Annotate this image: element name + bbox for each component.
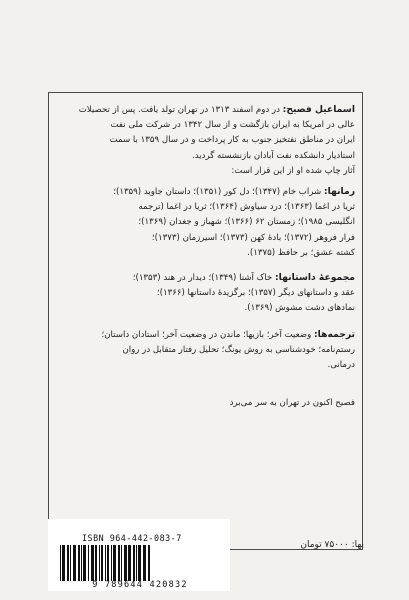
barcode-bar <box>62 545 65 581</box>
novels-line: ثریا در اغما (۱۳۶۳)؛ درد سیاوش (۱۳۶۴)؛ ثریا در اغما (ترجمه <box>138 202 355 213</box>
barcode-bar <box>101 545 103 581</box>
translations-heading: ترجمه‌ها: <box>313 329 355 340</box>
translations-line: وضعیت آخر؛ بازیها؛ ماندن در وضعیت آخر؛ استادان داستان؛ <box>101 330 312 340</box>
bio-line: ایران در مناطق نفتخیز جنوب به کار پرداخت و در سال ۱۳۵۹ با سمت <box>109 135 355 146</box>
barcode-bar <box>78 545 80 581</box>
novels-heading: رمانها: <box>323 186 355 197</box>
barcode-bar <box>91 545 94 581</box>
collections-line: نمادهای دشت مشوش (۱۳۶۹). <box>244 303 355 314</box>
barcode-bar <box>105 545 106 581</box>
barcode-bar <box>118 545 120 581</box>
barcode-bar <box>136 545 137 581</box>
barcode-bar <box>73 545 76 581</box>
price-label: بها: ۷۵۰۰۰ تومان <box>300 540 364 550</box>
residence-text: فصیح اکنون در تهران به سر می‌برد <box>229 398 355 408</box>
residence-note <box>58 396 355 411</box>
translations-line: درمانی. <box>327 360 355 371</box>
novels-line: کشته عشق؛ بر حافظ (۱۳۷۵). <box>247 247 355 258</box>
bio-line: استادیار دانشکده نفت آبادان بازنشسته گردید. <box>192 150 355 161</box>
novels-line: انگلیسی ۱۹۸۵)؛ زمستان ۶۲ (۱۳۶۶)؛ شهباز و جغدان (۱۳۶۹)؛ <box>138 217 355 228</box>
barcode-bar <box>124 545 127 581</box>
novels-section <box>58 184 355 261</box>
barcode-bar <box>111 545 112 581</box>
barcode-bar <box>83 545 86 581</box>
author-bio <box>58 102 355 179</box>
translations-line: رستم‌نامه؛ خودشناسی به روش یونگ؛ تحلیل رفتار متقابل در روان <box>122 345 355 356</box>
barcode-bar <box>70 545 71 581</box>
barcode-image <box>58 545 220 581</box>
barcode-bar <box>138 545 141 581</box>
barcode-bar <box>113 545 116 581</box>
barcode-bar <box>60 545 61 581</box>
barcode-bar <box>99 545 100 581</box>
isbn-number: ISBN 964-442-083-7 <box>82 533 182 543</box>
barcode-bar <box>133 545 135 581</box>
novels-line: فرار فروهر (۱۳۷۲)؛ بادهٔ کهن (۱۳۷۳)؛ اسیرزمان (۱۳۷۳)؛ <box>151 232 355 243</box>
collections-section <box>58 270 355 317</box>
bio-line: عالی در امریکا به ایران بازگشت و از سال ۱۳۴۲ در شرکت ملی نفت <box>110 120 355 131</box>
barcode-bar <box>88 545 89 581</box>
bio-line: آثار چاپ شده او از این قرار است: <box>231 165 355 176</box>
barcode-bar <box>128 545 131 581</box>
barcode-bar <box>67 545 69 581</box>
collections-heading: مجموعهٔ داستانها: <box>274 272 355 283</box>
barcode-bar <box>107 545 109 581</box>
barcode-bar <box>95 545 97 581</box>
barcode-bar <box>81 545 82 581</box>
collections-line: عقد و داستانهای دیگر (۱۳۵۷)؛ برگزیدهٔ داستانها (۱۳۶۶)؛ <box>156 288 355 299</box>
bio-line: در دوم اسفند ۱۳۱۳ در تهران تولد یافت. پس از تحصیلات <box>78 105 280 115</box>
translations-section <box>58 327 355 374</box>
collections-line: خاک آشنا (۱۳۴۹)؛ دیدار در هند (۱۳۵۳)؛ <box>132 273 273 283</box>
barcode-bar <box>143 545 146 581</box>
barcode-bar <box>148 545 150 581</box>
barcode-digits: 9 789644 420832 <box>92 580 188 590</box>
barcode-bar <box>121 545 122 581</box>
author-name: اسماعیل فصیح: <box>282 104 355 115</box>
novels-line: شراب خام (۱۳۴۷)؛ دل کور (۱۳۵۱)؛ داستان جاوید (۱۳۵۹)؛ <box>113 187 322 197</box>
